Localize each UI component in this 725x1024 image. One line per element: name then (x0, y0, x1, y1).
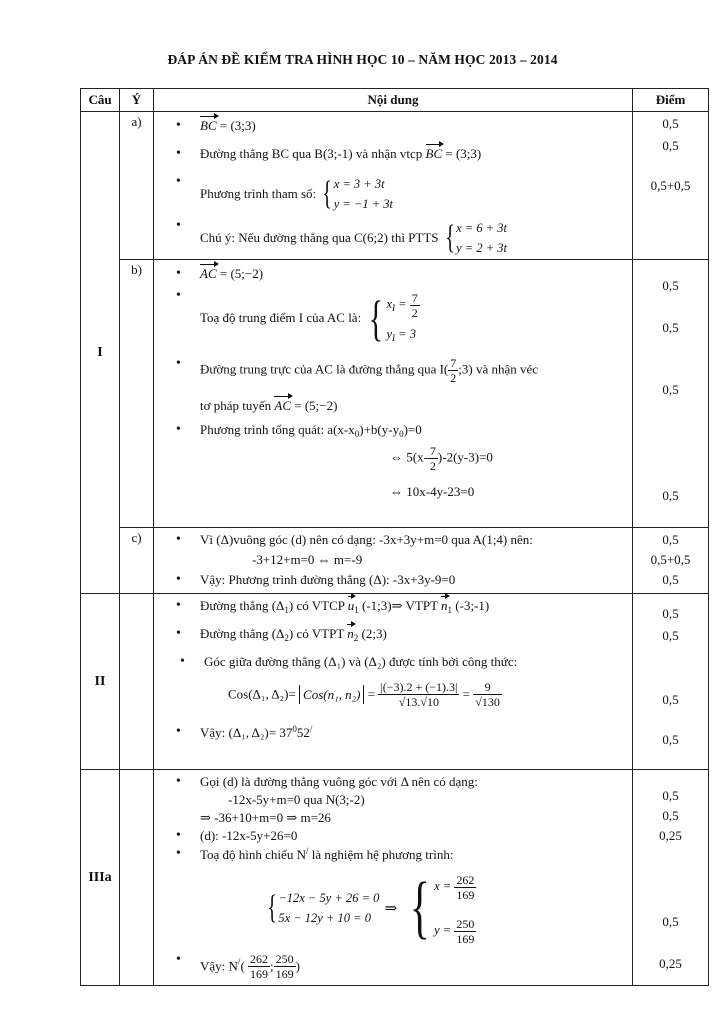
header-y: Ý (120, 89, 154, 112)
II-l4-cos: Cos(n₁, n₂) (299, 685, 364, 704)
II-l4-eq2: = (462, 686, 471, 702)
frac-den: 2 (429, 459, 436, 473)
sol-y: y = (434, 923, 452, 937)
a-l2-text: Đường thẳng BC qua B(3;-1) và nhận vtcp (200, 146, 423, 161)
b-l5-sub2: 0 (399, 429, 404, 439)
a-line-3 (200, 174, 393, 214)
brace: { (409, 869, 430, 946)
b-yi-rest: = 3 (398, 327, 416, 341)
b-line-7: ⇔ 10x-4y-23=0 (390, 484, 475, 499)
b-l2-text: Toạ độ trung điểm I của AC là: (200, 310, 362, 325)
II-l2-c: (2;3) (361, 626, 387, 641)
score: 0,5 (662, 488, 679, 503)
frac-den: √130 (475, 695, 500, 709)
II-l4-eq: = (367, 686, 376, 702)
score: 0,25 (659, 956, 682, 971)
vec-bc: BC (200, 118, 217, 133)
score: 0,5+0,5 (650, 178, 691, 193)
vec-ac: AC (200, 266, 217, 281)
c-line-3: • Vậy: Phương trình đường thẳng (Δ): -3x+3y-9=0 (200, 572, 455, 588)
II-line-5 (200, 724, 312, 741)
II-l1-b: ) có VTCP (288, 598, 345, 613)
b-eq-sign: = (398, 297, 407, 311)
frac-num: 262 (250, 952, 269, 966)
II-l2-sub: 2 (284, 633, 289, 643)
a-eq1: x = 3 + 3t (333, 177, 385, 191)
vec-ac-2: AC (274, 398, 292, 413)
II-l2-b: ) có VTPT (288, 626, 345, 641)
question-IIIa-label: IIIa (81, 770, 120, 986)
row-I-b (81, 260, 709, 528)
frac-den: √13.√10 (398, 695, 439, 709)
frac-num: 9 (473, 680, 502, 695)
b-l5-a: Phương trình tổng quát: a(x-x (200, 422, 355, 437)
part-a-content (154, 112, 633, 260)
part-a-label: a) (120, 112, 154, 260)
part-IIIa-content (154, 770, 633, 986)
IIIa-line-5 (200, 846, 453, 863)
brace: { (445, 219, 455, 256)
a-l3-text: Phương trình tham số: (200, 186, 317, 201)
IIIa-solution (434, 864, 476, 952)
II-l1-sub: 1 (284, 605, 289, 615)
row-I-a (81, 112, 709, 260)
score: 0,5 (662, 138, 679, 153)
b-yi: y (386, 327, 393, 341)
II-line-3: • Góc giữa đường thẳng (Δ₁) và (Δ₂) được tính bởi công thức: (204, 654, 517, 670)
score: 0,5 (662, 116, 679, 131)
IIIa-line-1: • Gọi (d) là đường thẳng vuông góc với Δ nên có dạng: (200, 774, 478, 790)
b-yi-sub: I (392, 333, 396, 343)
b-l5-mid: )+b(y-y (359, 422, 400, 437)
score: 0,5 (662, 278, 679, 293)
score: 0,5 (662, 572, 679, 587)
II-line-1 (200, 598, 489, 615)
score: 0,5 (662, 532, 679, 547)
a-line-2 (200, 146, 481, 162)
II-l2-a: Đường thẳng (Δ (200, 626, 285, 641)
row-IIIa (81, 770, 709, 986)
IIIa-l5-b: là nghiệm hệ phương trình: (311, 847, 454, 862)
a-eq2: y = −1 + 3t (333, 197, 394, 211)
b-l3-b: ;3) và nhận véc (458, 361, 539, 377)
IIIa-l6-b: ( (240, 958, 245, 974)
b-l4-rest: = (5;−2) (294, 398, 338, 413)
header-score: Điểm (633, 89, 709, 112)
IIIa-l6-sep: ; (270, 958, 274, 974)
score: 0,5 (662, 606, 679, 621)
IIIa-line-2: -12x-5y+m=0 qua N(3;-2) (228, 792, 365, 807)
b-line-2 (200, 288, 420, 348)
b-line-4 (200, 398, 337, 414)
score: 0,5+0,5 (650, 552, 691, 567)
score: 0,5 (662, 320, 679, 335)
a-l4-text: Chú ý: Nếu đường thẳng qua C(6;2) thì PTTS (200, 230, 439, 245)
IIIa-l6-a: Vậy: N (200, 958, 238, 974)
IIIa-l6-c: ) (295, 958, 300, 974)
frac-num: 250 (456, 916, 475, 931)
a-eq3: x = 6 + 3t (456, 221, 508, 235)
question-II-label: II (81, 594, 120, 770)
score: 0,5 (662, 788, 679, 803)
b-l6-a: ⇔ 5(x- (390, 449, 428, 465)
frac-den: 169 (275, 967, 294, 981)
frac-den: 169 (250, 967, 269, 981)
c-line-1: • Vì (Δ)vuông góc (d) nên có dạng: -3x+3y+m=0 qua A(1;4) nên: (200, 532, 533, 548)
frac-den: 169 (456, 931, 475, 946)
frac-den: 2 (450, 371, 457, 385)
b-line-6 (390, 444, 493, 473)
II-l5-a: Vậy: (Δ₁, Δ₂)= 37 (200, 725, 293, 740)
II-line-4 (228, 680, 502, 709)
c-line-2: -3+12+m=0 ⇔ m=-9 (252, 552, 363, 567)
frac-den: 169 (456, 887, 475, 902)
frac-num: 262 (456, 872, 475, 887)
header-row (81, 89, 709, 112)
frac-num: 7 (429, 444, 436, 458)
score: 0,5 (662, 692, 679, 707)
vec-u1-sub: 1 (354, 605, 359, 615)
IIIa-sys-eqs (278, 888, 379, 928)
b-line-1 (200, 266, 263, 282)
brace: { (267, 889, 278, 926)
header-cau: Câu (81, 89, 120, 112)
vec-n1-sub: 1 (447, 605, 453, 615)
a-l2-rest: = (3;3) (445, 146, 482, 161)
b-xi-sub: I (392, 303, 396, 313)
score: 0,5 (662, 914, 679, 929)
question-I-label: I (81, 112, 120, 594)
vec-bc-2: BC (425, 146, 443, 161)
frac-num: 250 (275, 952, 294, 966)
part-b-scores (633, 260, 709, 528)
a-eq4: y = 2 + 3t (456, 241, 508, 255)
part-b-content (154, 260, 633, 528)
II-line-2 (200, 626, 387, 643)
IIIa-l5-sup: / (305, 846, 309, 856)
frac-num: 7 (411, 290, 418, 305)
score: 0,5 (662, 382, 679, 397)
part-IIIa-scores (633, 770, 709, 986)
part-b-label: b) (120, 260, 154, 528)
row-II (81, 594, 709, 770)
score: 0,5 (662, 808, 679, 823)
II-l5-b: 52 (296, 725, 310, 740)
vec-n2-sub: 2 (353, 633, 359, 643)
II-l4-a: Cos(Δ₁, Δ₂)= (228, 686, 296, 702)
frac-den: 2 (411, 305, 418, 320)
vec-u1: u (347, 598, 355, 613)
b-l5-end: )=0 (403, 422, 422, 437)
IIIa-line-6 (200, 952, 300, 981)
b-l3-a: Đường trung trực của AC là đường thẳng qua I( (200, 361, 449, 377)
b-l5-sub: 0 (354, 429, 360, 439)
II-l1-c: (-1;3)⇒ VTPT (362, 598, 438, 613)
IIIa-system (264, 864, 476, 952)
part-II-content (154, 594, 633, 770)
row-I-c (81, 528, 709, 594)
score: 0,5 (662, 628, 679, 643)
implies-arrow: ⇒ (384, 900, 398, 917)
brace: { (369, 290, 384, 346)
IIIa-l5-a: Toạ độ hình chiếu N (200, 847, 306, 862)
part-II-empty (120, 594, 154, 770)
a-system-1 (334, 174, 393, 214)
part-c-label: c) (120, 528, 154, 594)
IIIa-line-4: • (d): -12x-5y+26=0 (200, 828, 297, 844)
frac-num: 7 (450, 356, 457, 370)
b-l1-rest: = (5;−2) (219, 266, 264, 281)
II-l1-d: (-3;-1) (455, 598, 490, 613)
b-line-3 (200, 356, 538, 385)
IIIa-l6-sup: / (237, 956, 241, 967)
IIIa-sys2: 5x − 12y + 10 = 0 (278, 911, 371, 925)
a-line-4 (200, 218, 507, 258)
frac-num: |(−3).2 + (−1).3| (380, 680, 458, 694)
II-l1-a: Đường thẳng (Δ (200, 598, 285, 613)
a-l1-rest: = (3;3) (219, 118, 256, 133)
b-l6-b: )-2(y-3)=0 (437, 449, 493, 465)
a-line-1 (200, 118, 256, 134)
II-l5-sup2: / (309, 724, 313, 734)
answer-table (80, 88, 709, 986)
b-system (386, 288, 419, 348)
b-xi: x (386, 297, 393, 311)
part-IIIa-empty (120, 770, 154, 986)
part-c-scores (633, 528, 709, 594)
b-line-5 (200, 422, 422, 439)
vec-n1: n (441, 598, 448, 613)
header-content: Nội dung (154, 89, 633, 112)
part-II-scores (633, 594, 709, 770)
score: 0,25 (659, 828, 682, 843)
b-l4-text: tơ pháp tuyến (200, 398, 272, 413)
page-title: ĐÁP ÁN ĐỀ KIỂM TRA HÌNH HỌC 10 – NĂM HỌC 2013 – 2014 (167, 52, 558, 67)
sol-x: x = (434, 879, 452, 893)
a-system-2 (456, 218, 507, 258)
II-l5-sup: 0 (292, 724, 297, 734)
IIIa-sys1: −12x − 5y + 26 = 0 (278, 891, 380, 905)
part-a-scores (633, 112, 709, 260)
vec-n2: n (347, 626, 354, 641)
brace: { (322, 175, 333, 212)
part-c-content (154, 528, 633, 594)
IIIa-line-3: ⇒ -36+10+m=0 ⇒ m=26 (200, 810, 331, 825)
score: 0,5 (662, 732, 679, 747)
